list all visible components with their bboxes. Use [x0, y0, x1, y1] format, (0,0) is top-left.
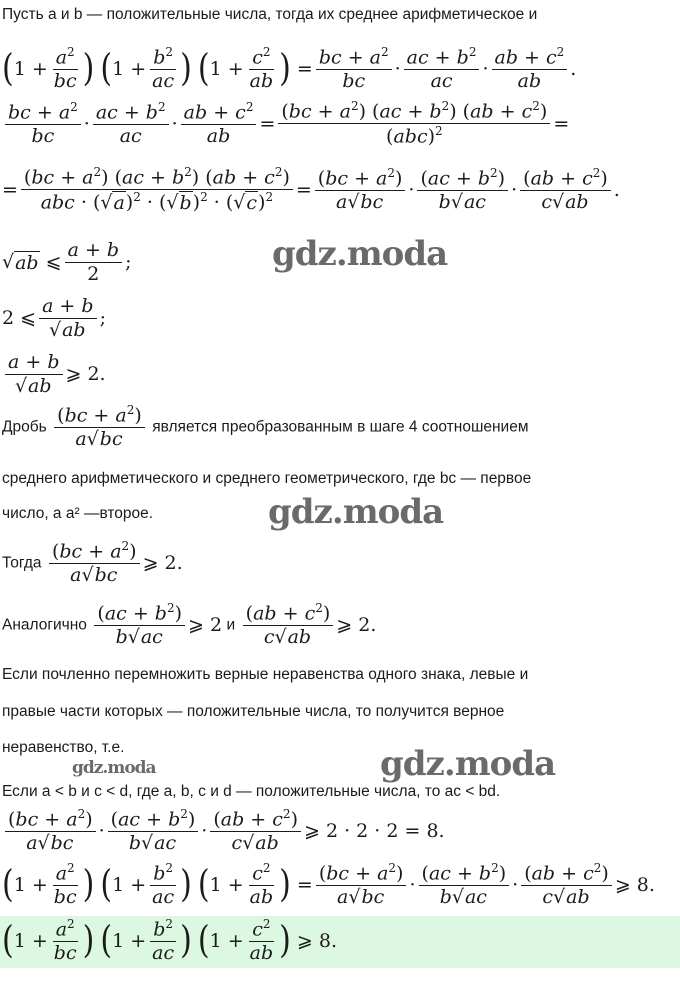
- step4-prefix: Дробь: [2, 418, 47, 436]
- formula-product-1: ( 1 + $\frac{a^2}{bc}$ ) ( 1 + $\frac{b^2}{ac}$ ) ( 1 + $\frac{c^2}{ab}$ ) = $\frac{bc + a^2}{bc}$ · $\frac{ac + b^2}{ac}$ · $\frac{ab + c^2}{ab}$ .: [2, 45, 577, 93]
- watermark: gdz.moda: [268, 492, 444, 532]
- formula-product-3: = $\frac{(bc + a^2) (ac + b^2) (ab + c^2)}{abc \cdot (√a)^2 \cdot (√b)^2 \cdot (√c)^2}$ = $\frac{(bc + a^2)}{a√bc}$ · $\frac{(ac + b^2)}{b√ac}$ · $\frac{(ab + c^2)}{c√ab}$ .: [2, 165, 620, 214]
- step4-line: Дробь $\frac{(bc + a^2)}{a√bc}$ является преобразованным в шаге 4 соотношением: [2, 403, 529, 451]
- multiply-text-3: неравенство, т.е.: [2, 739, 125, 756]
- watermark: gdz.moda: [272, 234, 448, 274]
- formula-final-chain: ( 1 + $\frac{a^2}{bc}$ ) ( 1 + $\frac{b^2}{ac}$ ) ( 1 + $\frac{c^2}{ab}$ ) = $\frac{(bc + a^2)}{a√bc}$ · $\frac{(ac + b^2)}{b√ac}$ · $\frac{(ab + c^2)}{c√ab}$ ⩾ 8.: [2, 861, 655, 909]
- step4-suffix: является преобразованным в шаге 4 соотношением: [152, 418, 529, 436]
- multiply-text-1: Если почленно перемножить верные неравенства одного знака, левые и: [2, 666, 529, 683]
- formula-amgm-2: 2 ⩽ $\frac{a + b}{√ab}$ ;: [2, 295, 106, 341]
- watermark: gdz.moda: [380, 744, 556, 784]
- similarly-and: и: [226, 616, 236, 634]
- watermark: gdz.moda: [72, 758, 156, 778]
- step4-line-3: число, а a² —второе.: [2, 505, 154, 522]
- intro-text: Пусть a и b — положительные числа, тогда их среднее арифметическое и: [2, 6, 538, 23]
- formula-product-2: $\frac{bc + a^2}{bc}$ · $\frac{ac + b^2}{ac}$ · $\frac{ab + c^2}{ab}$ = $\frac{(bc + a^2) (ac + b^2) (ab + c^2)}{(abc)^2}$ =: [2, 100, 680, 147]
- formula-answer: ( 1 + $\frac{a^2}{bc}$ ) ( 1 + $\frac{b^2}{ac}$ ) ( 1 + $\frac{c^2}{ab}$ ) ⩾ 8.: [2, 917, 338, 965]
- step4-line-2: среднего арифметического и среднего геометрического, где bc — первое: [2, 470, 532, 487]
- similarly-line: Аналогично $\frac{(ac + b^2)}{b√ac}$ ⩾ 2 и $\frac{(ab + c^2)}{c√ab}$ ⩾ 2.: [2, 601, 377, 649]
- formula-amgm-3: $\frac{a + b}{√ab}$ ⩾ 2.: [2, 352, 680, 397]
- multiply-text-2: правые части которых — положительные числа, то получится верное: [2, 703, 505, 720]
- then-label: Тогда: [2, 554, 42, 572]
- similarly-label: Аналогично: [2, 616, 87, 634]
- formula-amgm: √ ab ⩽ $\frac{a + b}{2}$ ;: [2, 239, 132, 285]
- then-line: Тогда $\frac{(bc + a^2)}{a√bc}$ ⩾ 2.: [2, 539, 183, 587]
- formula-product-ineq: $\frac{(bc + a^2)}{a√bc}$ · $\frac{(ac + b^2)}{b√ac}$ · $\frac{(ab + c^2)}{c√ab}$ ⩾ 2 · 2 · 2 = 8.: [2, 808, 680, 854]
- property-text: Если a < b и c < d, где a, b, c и d — положительные числа, то ac < bd.: [2, 783, 501, 800]
